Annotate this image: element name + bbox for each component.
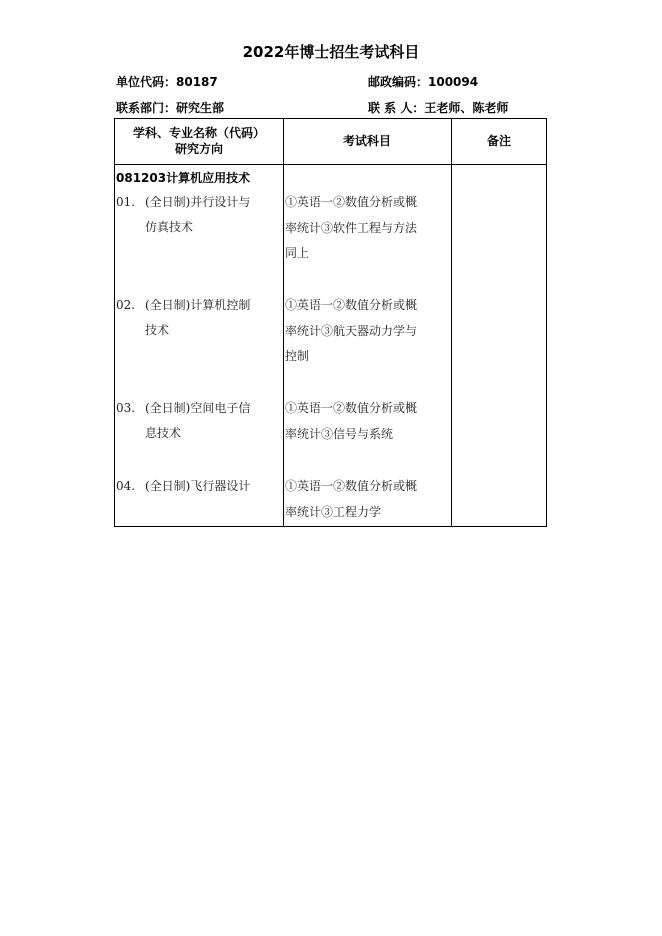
subject-line: 率统计③软件工程与方法 <box>285 220 418 235</box>
exam-subjects <box>285 474 441 525</box>
contact-department: 联系部门：研究生部 <box>116 101 225 115</box>
subject-line: 同上 <box>285 246 310 260</box>
subject-line: 率统计③航天器动力学与 <box>285 323 418 338</box>
direction-line: (全日制)飞行器设计 <box>145 479 251 493</box>
subject-line: ①英语一②数值分析或概 <box>285 195 418 209</box>
major-name: 081203计算机应用技术 <box>116 171 251 185</box>
research-direction <box>145 293 275 343</box>
research-direction <box>145 396 275 446</box>
direction-line: 息技术 <box>145 426 182 440</box>
header-remarks: 备注 <box>486 134 511 148</box>
exam-subjects <box>285 190 441 267</box>
header-exam-subjects: 考试科目 <box>342 134 391 148</box>
column-divider-2 <box>451 119 452 526</box>
row-number: 04. <box>116 479 136 493</box>
exam-subjects <box>285 293 441 370</box>
header-divider <box>115 164 546 165</box>
exam-subjects <box>285 396 441 447</box>
direction-line: (全日制)空间电子信 <box>145 401 251 415</box>
contact-person: 联 系 人：王老师、陈老师 <box>368 101 509 115</box>
direction-line: (全日制)并行设计与 <box>145 195 251 209</box>
unit-code: 单位代码：80187 <box>116 75 218 89</box>
direction-line: 技术 <box>145 323 170 337</box>
direction-line: (全日制)计算机控制 <box>145 298 251 312</box>
postal-code: 邮政编码：100094 <box>368 75 479 89</box>
direction-line: 仿真技术 <box>145 220 194 234</box>
column-divider-1 <box>283 119 284 526</box>
subject-line: ①英语一②数值分析或概 <box>285 479 418 493</box>
row-number: 02. <box>116 298 136 312</box>
subject-line: ①英语一②数值分析或概 <box>285 401 418 415</box>
research-direction <box>145 190 275 240</box>
row-number: 03. <box>116 401 136 415</box>
research-direction <box>145 474 275 499</box>
row-number: 01. <box>116 195 136 209</box>
page-title: 2022年博士招生考试科目 <box>242 43 420 61</box>
header-direction-label: 研究方向 <box>174 142 223 156</box>
subject-line: 控制 <box>285 349 310 363</box>
header-major-direction <box>115 125 283 157</box>
subject-line: 率统计③工程力学 <box>285 504 382 519</box>
header-major-label: 学科、专业名称（代码） <box>132 126 265 140</box>
subject-line: 率统计③信号与系统 <box>285 426 394 441</box>
subject-line: ①英语一②数值分析或概 <box>285 298 418 312</box>
